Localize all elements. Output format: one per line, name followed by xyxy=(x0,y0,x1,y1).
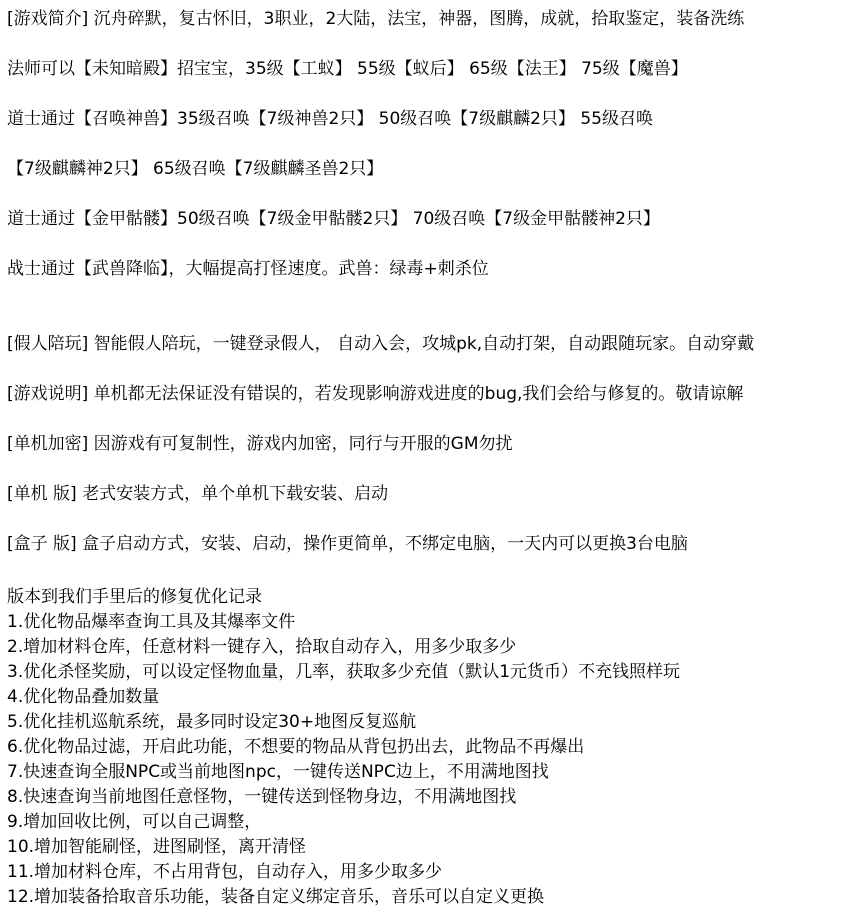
changelog-title: 版本到我们手里后的修复优化记录 xyxy=(7,587,262,607)
list-item: 7.快速查询全服NPC或当前地图npc，一键传送NPC边上，不用满地图找 xyxy=(7,762,549,782)
list-item: 4.优化物品叠加数量 xyxy=(7,687,160,707)
encryption-note: [单机加密] 因游戏有可复制性，游戏内加密，同行与开服的GM勿扰 xyxy=(7,434,513,454)
taoist-skeleton-paragraph: 道士通过【金甲骷髅】50级召唤【7级金甲骷髅2只】 70级召唤【7级金甲骷髅神2只】 xyxy=(7,209,660,229)
list-item: 2.增加材料仓库，任意材料一键存入，拾取自动存入，用多少取多少 xyxy=(7,637,517,657)
intro-paragraph: [游戏简介] 沉舟碎默，复古怀旧，3职业，2大陆，法宝，神器，图腾，成就，拾取鉴定，装备洗练 xyxy=(7,9,745,29)
warrior-paragraph: 战士通过【武兽降临】，大幅提高打怪速度。武兽：绿毒+刺杀位 xyxy=(7,259,489,279)
bot-companion-note: [假人陪玩] 智能假人陪玩，一键登录假人， 自动入会，攻城pk,自动打架，自动跟随玩家。自动穿戴 xyxy=(7,334,755,354)
list-item: 1.优化物品爆率查询工具及其爆率文件 xyxy=(7,612,296,632)
list-item: 8.快速查询当前地图任意怪物，一键传送到怪物身边，不用满地图找 xyxy=(7,787,517,807)
list-item: 5.优化挂机巡航系统，最多同时设定30+地图反复巡航 xyxy=(7,712,417,732)
changelog-section xyxy=(7,585,865,910)
list-item: 10.增加智能刷怪，进图刷怪，离开清怪 xyxy=(7,837,307,857)
list-item: 3.优化杀怪奖励，可以设定怪物血量，几率，获取多少充值（默认1元货币）不充钱照样玩 xyxy=(7,662,681,682)
taoist-summon-continued: 【7级麒麟神2只】 65级召唤【7级麒麟圣兽2只】 xyxy=(7,159,384,179)
taoist-summon-paragraph: 道士通过【召唤神兽】35级召唤【7级神兽2只】 50级召唤【7级麒麟2只】 55级召唤 xyxy=(7,109,653,129)
notes-section xyxy=(7,331,865,581)
standalone-version-note: [单机 版] 老式安装方式，单个单机下载安装、启动 xyxy=(7,484,389,504)
list-item: 12.增加装备拾取音乐功能，装备自定义绑定音乐，音乐可以自定义更换 xyxy=(7,887,545,907)
list-item: 11.增加材料仓库，不占用背包，自动存入，用多少取多少 xyxy=(7,862,443,882)
game-description-note: [游戏说明] 单机都无法保证没有错误的，若发现影响游戏进度的bug,我们会给与修复的。敬请谅解 xyxy=(7,384,744,404)
spacer xyxy=(7,306,865,331)
list-item: 9.增加回收比例，可以自己调整， xyxy=(7,812,262,832)
list-item: 6.优化物品过滤，开启此功能，不想要的物品从背包扔出去，此物品不再爆出 xyxy=(7,737,585,757)
game-intro-section xyxy=(7,6,865,306)
box-version-note: [盒子 版] 盒子启动方式，安装、启动，操作更简单，不绑定电脑，一天内可以更换3台电脑 xyxy=(7,534,688,554)
mage-paragraph: 法师可以【未知暗殿】招宝宝，35级【工蚁】 55级【蚁后】 65级【法王】 75级【魔兽】 xyxy=(7,59,688,79)
